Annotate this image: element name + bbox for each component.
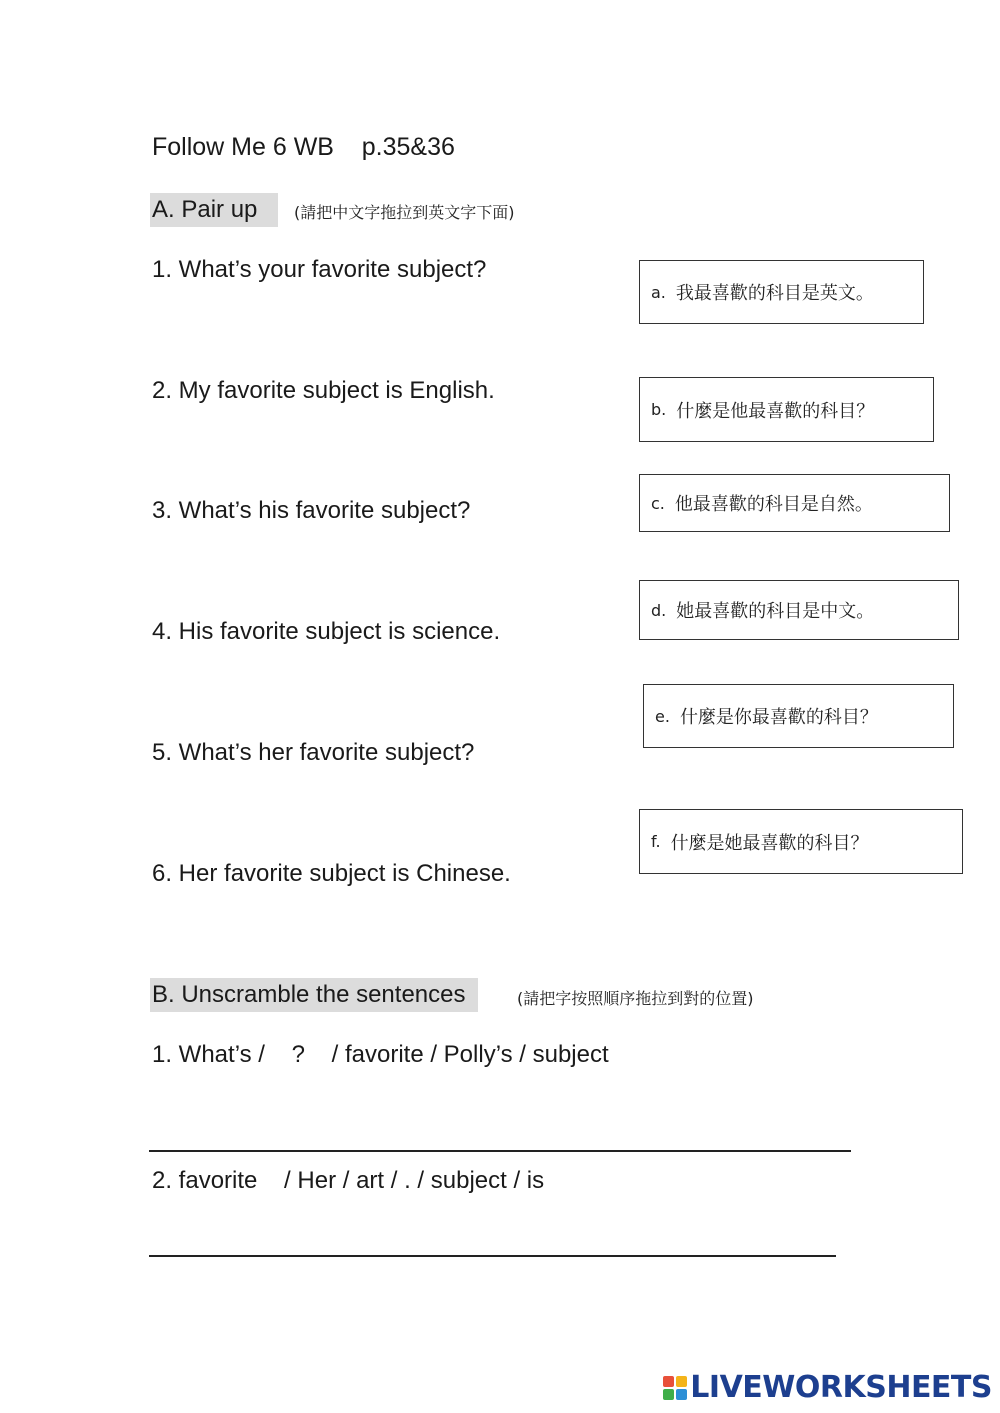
question-5: 5. What’s her favorite subject? xyxy=(152,739,475,766)
option-text: 我最喜歡的科目是英文。 xyxy=(675,283,874,304)
question-2: 2. My favorite subject is English. xyxy=(152,377,495,404)
question-6: 6. Her favorite subject is Chinese. xyxy=(152,860,511,887)
option-card-d[interactable] xyxy=(639,580,959,640)
answer-line-2[interactable] xyxy=(149,1255,836,1257)
section-a-hint: (請把中文字拖拉到英文字下面) xyxy=(294,203,515,222)
option-text: 什麼是你最喜歡的科目？ xyxy=(679,707,878,728)
option-text: 他最喜歡的科目是自然。 xyxy=(674,494,873,515)
brand-text: LIVEWORKSHEETS xyxy=(690,1370,992,1405)
section-a-heading: A. Pair up xyxy=(150,193,278,227)
option-letter: f. xyxy=(651,832,661,851)
option-letter: d. xyxy=(651,600,667,620)
option-letter: a. xyxy=(651,282,666,302)
option-card-c[interactable] xyxy=(639,474,950,532)
option-text: 她最喜歡的科目是中文。 xyxy=(676,601,875,622)
liveworksheets-logo-icon xyxy=(663,1376,687,1400)
answer-line-1[interactable] xyxy=(149,1150,851,1152)
option-card-f[interactable] xyxy=(639,809,963,874)
scramble-item-2: 2. favorite / Her / art / . / subject / is xyxy=(152,1167,545,1194)
option-letter: c. xyxy=(651,493,665,513)
option-letter: e. xyxy=(655,706,670,726)
page-title: Follow Me 6 WB p.35&36 xyxy=(152,133,455,161)
question-3: 3. What’s his favorite subject? xyxy=(152,497,471,524)
option-card-b[interactable] xyxy=(639,377,934,442)
liveworksheets-logo xyxy=(663,1370,992,1405)
option-letter: b. xyxy=(651,400,667,419)
section-b-heading: B. Unscramble the sentences xyxy=(150,978,478,1012)
option-text: 什麼是他最喜歡的科目？ xyxy=(676,400,875,422)
option-card-a[interactable] xyxy=(639,260,924,324)
question-1: 1. What’s your favorite subject? xyxy=(152,256,487,283)
section-b-hint: (請把字按照順序拖拉到對的位置) xyxy=(517,989,754,1008)
option-text: 什麼是她最喜歡的科目？ xyxy=(670,832,869,854)
question-4: 4. His favorite subject is science. xyxy=(152,618,501,645)
option-card-e[interactable] xyxy=(643,684,954,748)
scramble-item-1: 1. What’s / ? / favorite / Polly’s / subject xyxy=(152,1041,609,1068)
